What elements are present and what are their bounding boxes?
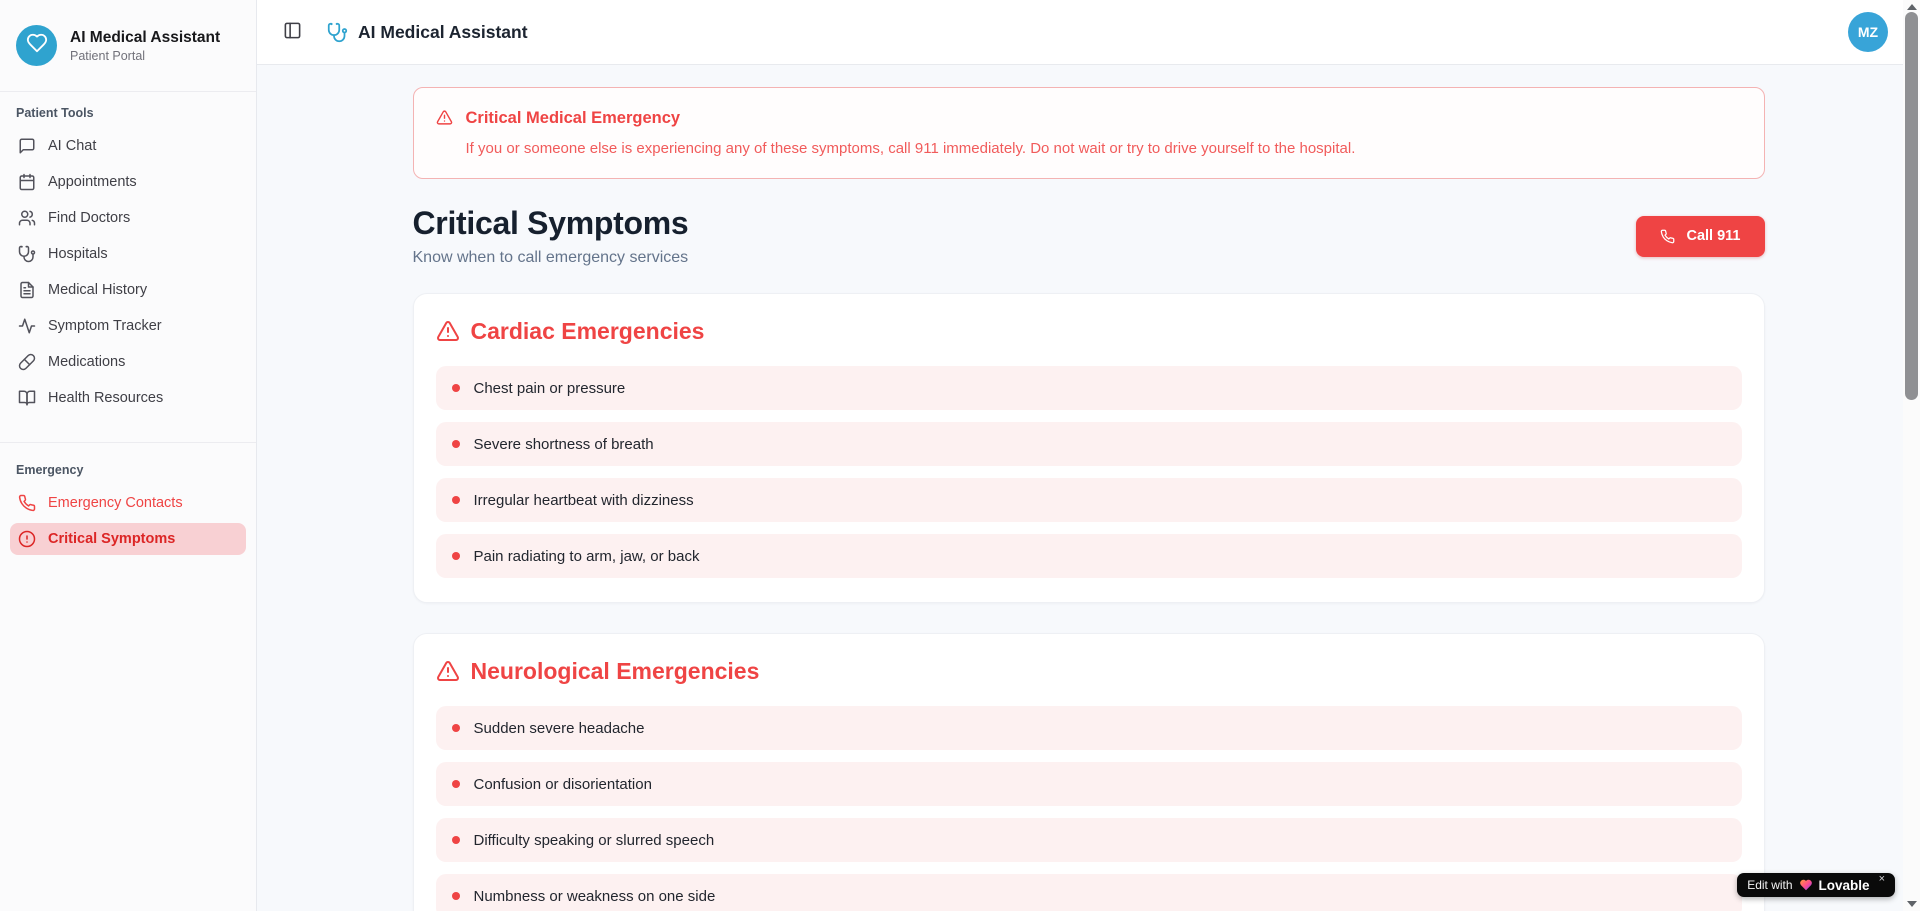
app-logo [16, 25, 57, 66]
category-card-header [436, 316, 1742, 346]
message-square-icon [18, 137, 36, 155]
stethoscope-icon [18, 245, 36, 263]
symptom-text: Chest pain or pressure [473, 379, 626, 397]
symptom-list [436, 706, 1742, 911]
lovable-brand-label: Lovable [1818, 877, 1870, 893]
panel-left-icon [283, 21, 302, 43]
sidebar [0, 0, 257, 911]
calendar-icon [18, 173, 36, 191]
sidebar-section-patient-tools [0, 92, 256, 426]
book-open-icon [18, 389, 36, 407]
bullet-dot-icon [452, 552, 460, 560]
symptom-item [436, 478, 1742, 522]
content-container [413, 65, 1765, 911]
sidebar-item-health-resources[interactable] [10, 382, 246, 414]
scrollbar[interactable] [1903, 0, 1920, 911]
sidebar-section-label: Patient Tools [16, 106, 94, 120]
alert-title: Critical Medical Emergency [465, 109, 681, 127]
lovable-logo-icon [1799, 878, 1813, 892]
symptom-item [436, 366, 1742, 410]
bullet-dot-icon [452, 892, 460, 900]
sidebar-item-medical-history[interactable] [10, 274, 246, 306]
bullet-dot-icon [452, 836, 460, 844]
sidebar-item-label: AI Chat [48, 138, 97, 154]
symptom-text: Numbness or weakness on one side [473, 887, 716, 905]
sidebar-item-label: Health Resources [48, 390, 164, 406]
bullet-dot-icon [452, 724, 460, 732]
users-icon [18, 209, 36, 227]
page-title: Critical Symptoms [412, 205, 689, 241]
user-avatar[interactable]: MZ [1848, 12, 1888, 52]
symptom-item [436, 534, 1742, 578]
edit-with-lovable-badge[interactable] [1737, 873, 1895, 897]
call-911-label: Call 911 [1686, 228, 1741, 244]
app-subtitle: Patient Portal [70, 49, 146, 63]
scrollbar-up-arrow-icon[interactable] [1907, 4, 1917, 10]
lovable-close-icon[interactable]: × [1878, 873, 1885, 885]
bullet-dot-icon [452, 780, 460, 788]
lovable-badge-prefix: Edit with [1747, 878, 1793, 892]
call-911-button[interactable] [1636, 216, 1764, 257]
emergency-alert-banner [413, 87, 1765, 179]
symptom-text: Irregular heartbeat with dizziness [473, 491, 694, 509]
topbar-title: AI Medical Assistant [358, 21, 528, 42]
sidebar-item-label: Critical Symptoms [48, 531, 176, 547]
file-text-icon [18, 281, 36, 299]
sidebar-item-label: Emergency Contacts [48, 495, 183, 511]
sidebar-item-appointments[interactable] [10, 166, 246, 198]
symptom-list [436, 366, 1742, 578]
sidebar-item-hospitals[interactable] [10, 238, 246, 270]
pill-icon [18, 353, 36, 371]
sidebar-item-label: Symptom Tracker [48, 318, 162, 334]
sidebar-item-medications[interactable] [10, 346, 246, 378]
sidebar-item-find-doctors[interactable] [10, 202, 246, 234]
sidebar-item-critical-symptoms[interactable] [10, 523, 246, 555]
topbar [257, 0, 1920, 65]
triangle-alert-icon [436, 319, 460, 343]
sidebar-item-ai-chat[interactable] [10, 130, 246, 162]
triangle-alert-icon [436, 109, 453, 126]
bullet-dot-icon [452, 384, 460, 392]
sidebar-section-emergency [0, 442, 256, 567]
sidebar-item-label: Medications [48, 354, 126, 370]
sidebar-item-emergency-contacts[interactable] [10, 487, 246, 519]
category-card-cardiac-emergencies [413, 293, 1765, 603]
alert-description: If you or someone else is experiencing any of these symptoms, call 911 immediately. Do not wait or try to drive yourself to the hospital. [465, 140, 1356, 157]
triangle-alert-icon [436, 659, 460, 683]
page-header-row [413, 205, 1765, 267]
symptom-text: Severe shortness of breath [473, 435, 654, 453]
bullet-dot-icon [452, 440, 460, 448]
symptom-item [436, 874, 1742, 911]
sidebar-toggle-button[interactable] [277, 17, 307, 47]
symptom-item [436, 422, 1742, 466]
phone-icon [1660, 229, 1675, 244]
sidebar-nav [0, 92, 256, 911]
heart-icon [26, 32, 48, 59]
sidebar-header [0, 0, 256, 92]
symptom-item [436, 706, 1742, 750]
phone-icon [18, 494, 36, 512]
category-title: Cardiac Emergencies [470, 318, 705, 344]
category-card-header [436, 656, 1742, 686]
main-area [257, 0, 1920, 911]
symptom-item [436, 762, 1742, 806]
stethoscope-icon [327, 22, 348, 43]
scrollbar-down-arrow-icon[interactable] [1907, 901, 1917, 907]
symptom-text: Pain radiating to arm, jaw, or back [473, 547, 700, 565]
sidebar-item-label: Medical History [48, 282, 148, 298]
sidebar-item-symptom-tracker[interactable] [10, 310, 246, 342]
alert-circle-icon [18, 530, 36, 548]
page-subtitle: Know when to call emergency services [412, 249, 689, 266]
symptom-text: Confusion or disorientation [473, 775, 652, 793]
sidebar-section-label: Emergency [16, 463, 84, 477]
category-card-neurological-emergencies [413, 633, 1765, 911]
symptom-item [436, 818, 1742, 862]
sidebar-item-label: Appointments [48, 174, 137, 190]
category-title: Neurological Emergencies [470, 658, 760, 684]
symptom-text: Difficulty speaking or slurred speech [473, 831, 715, 849]
sidebar-header-text [70, 28, 220, 63]
app-title: AI Medical Assistant [70, 29, 221, 46]
bullet-dot-icon [452, 496, 460, 504]
symptom-text: Sudden severe headache [473, 719, 645, 737]
sidebar-item-label: Hospitals [48, 246, 108, 262]
activity-icon [18, 317, 36, 335]
page-content [257, 65, 1920, 911]
sidebar-item-label: Find Doctors [48, 210, 131, 226]
page-heading-block [413, 205, 689, 267]
category-cards [413, 293, 1765, 911]
scrollbar-thumb[interactable] [1905, 12, 1918, 400]
